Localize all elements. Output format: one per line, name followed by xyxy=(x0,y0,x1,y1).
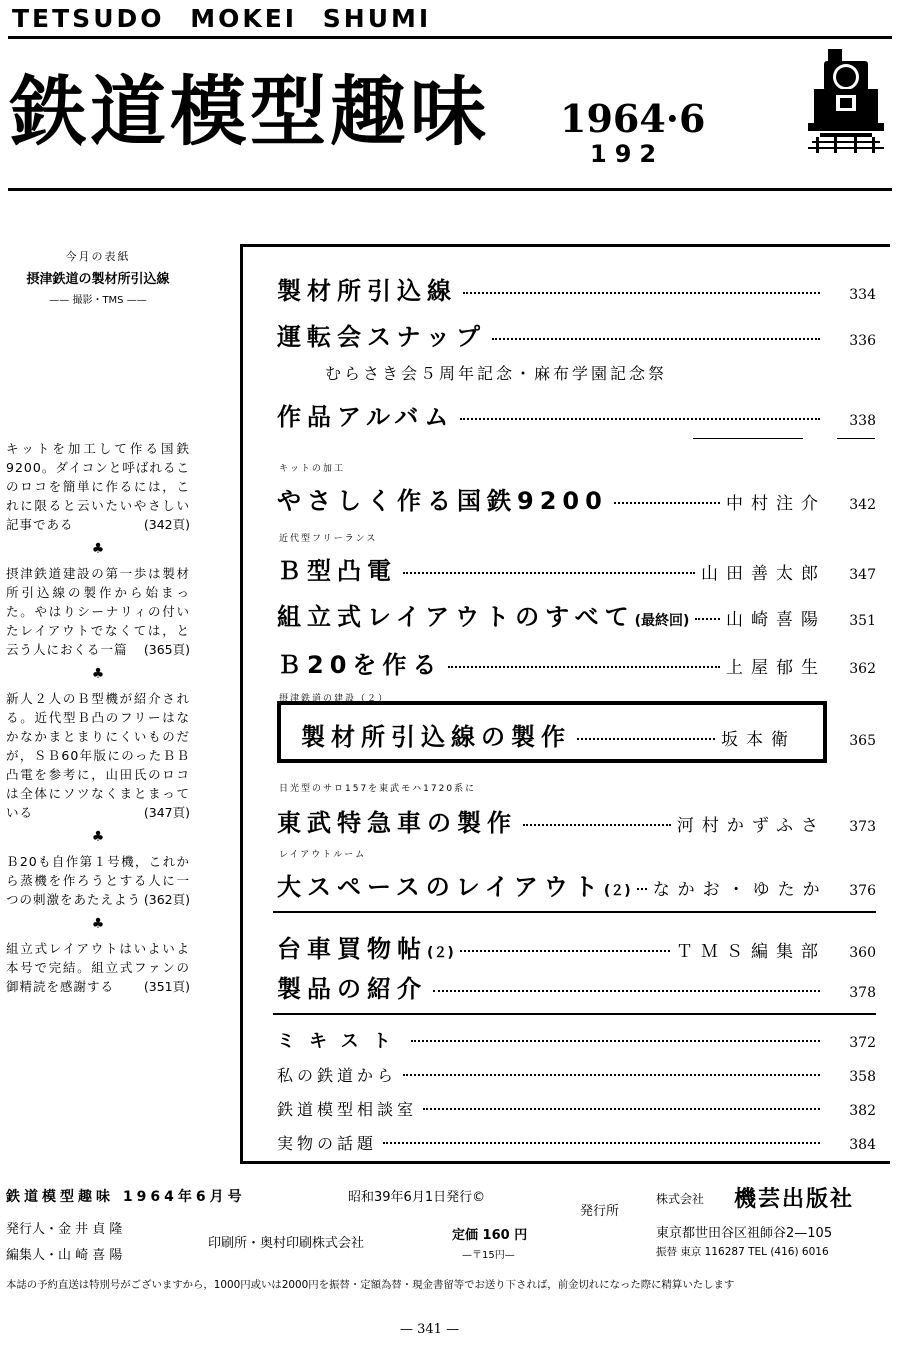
company-prefix: 株式会社 xyxy=(656,1192,705,1206)
masthead-rule-bottom xyxy=(8,188,892,191)
club-separator-icon: ♣ xyxy=(91,916,105,932)
divider xyxy=(713,438,801,439)
issue-date: 1964·6 xyxy=(560,96,706,141)
cover-credit: —— 撮影・TMS —— xyxy=(49,295,147,306)
toc-subnote: むらさき会５周年記念・麻布学園記念祭 xyxy=(325,364,668,383)
toc-entry[interactable]: 運転会スナップ 336 xyxy=(277,323,876,351)
sidebar-note: 新人２人のＢ型機が紹介される。近代型Ｂ凸のフリーはなかなかまとまりにくいものだが，ＳＢ60年版にのったＢＢ凸電を参考に，山田氏のロコは全体にソツなくまとまっている (347頁) xyxy=(6,691,190,820)
sidebar xyxy=(6,248,190,996)
toc-tag: 近代型フリーランス xyxy=(279,534,378,544)
publisher-phone: 振替 東京 116287 TEL (416) 6016 xyxy=(656,1246,829,1258)
toc-entry[interactable]: 製材所引込線 334 xyxy=(277,277,876,305)
toc-entry[interactable]: 実物の話題 384 xyxy=(277,1134,876,1153)
toc-tag: レイアウトルーム xyxy=(279,850,367,860)
cover-heading: 今月の表紙 xyxy=(65,250,131,263)
toc-entry[interactable]: 東武特急車の製作 河村かずふさ 373 xyxy=(277,809,876,837)
masthead-rule-top xyxy=(8,36,892,39)
sidebar-note: キットを加工して作る国鉄9200。ダイコンと呼ばれるこのロコを簡単に作るには，これに限ると云いたいやさしい記事である (342頁) xyxy=(6,441,190,532)
club-separator-icon: ♣ xyxy=(91,541,105,557)
issuer: 発行人・金 井 貞 隆 xyxy=(6,1222,123,1237)
masthead-title-jp: 鉄道模型趣味 xyxy=(10,67,490,156)
toc-tag: 摂津鉄道の建設（２） xyxy=(279,694,390,704)
toc-entry[interactable]: 製品の紹介 378 xyxy=(277,975,876,1003)
toc-tag: 日光型のサロ157を東武モハ1720系に xyxy=(279,784,477,794)
toc-entry-featured[interactable]: 製材所引込線の製作 坂本衛 365 xyxy=(301,723,876,751)
toc-entry[interactable]: ミキスト 372 xyxy=(277,1031,876,1052)
toc-entry[interactable]: 私の鉄道から 358 xyxy=(277,1066,876,1085)
price: 定価 160 円 xyxy=(452,1228,528,1243)
page-number: — 341 — xyxy=(400,1322,460,1337)
toc-entry[interactable]: 鉄道模型相談室 382 xyxy=(277,1100,876,1119)
sidebar-note: Ｂ20も自作第１号機，これから蒸機を作ろうとする人に一つの刺激をあたえよう (362頁) xyxy=(6,854,190,907)
publish-date: 昭和39年6月1日発行© xyxy=(348,1190,486,1205)
toc-entry[interactable]: 作品アルバム 338 xyxy=(277,403,876,431)
issue-number: 192 xyxy=(590,140,665,168)
club-separator-icon: ♣ xyxy=(91,829,105,845)
magazine-issue: 鉄道模型趣味 1964年6月号 xyxy=(6,1189,246,1205)
toc-entry[interactable]: 組立式レイアウトのすべて (最終回) 山崎喜陽 351 xyxy=(277,603,876,631)
locomotive-icon xyxy=(806,45,886,155)
toc-tag: キットの加工 xyxy=(279,464,345,474)
table-of-contents xyxy=(240,244,890,1164)
divider xyxy=(273,911,876,913)
postage: —〒15円— xyxy=(462,1250,515,1261)
divider xyxy=(273,1013,876,1015)
divider xyxy=(837,438,875,439)
sidebar-note: 摂津鉄道建設の第一歩は製材所引込線の製作から始まった。やはりシーナリィの付いたレイアウトでなくては，と云う人におくる一篇 (365頁) xyxy=(6,566,190,657)
toc-entry[interactable]: Ｂ型凸電 山田善太郎 347 xyxy=(277,557,876,585)
publisher-label: 発行所 xyxy=(580,1204,620,1219)
editor: 編集人・山 崎 喜 陽 xyxy=(6,1248,123,1263)
toc-entry[interactable]: 大スペースのレイアウト (２) なかお・ゆたか 376 xyxy=(277,873,876,901)
toc-entry[interactable]: 台車買物帖 (２) ＴＭＳ編集部 360 xyxy=(277,935,876,963)
toc-entry[interactable]: やさしく作る国鉄9200 中村注介 342 xyxy=(277,487,876,515)
sidebar-note: 組立式レイアウトはいよいよ本号で完結。組立式ファンの御精読を感謝する (351頁) xyxy=(6,941,190,994)
masthead-title-en: TETSUDO MOKEI SHUMI xyxy=(12,4,432,33)
cover-title: 摂津鉄道の製材所引込線 xyxy=(26,272,170,287)
publisher-address: 東京都世田谷区祖師谷2—105 xyxy=(656,1226,833,1241)
printer: 印刷所・奥村印刷株式会社 xyxy=(208,1236,365,1251)
club-separator-icon: ♣ xyxy=(91,666,105,682)
toc-entry[interactable]: Ｂ20を作る 上屋郁生 362 xyxy=(277,651,876,679)
subscription-note: 本誌の予約直送は特別号がございますから，1000円或いは2000円を振替・定額為替・現金書留等でお送り下されば，前金切れになった際に精算いたします xyxy=(6,1279,735,1291)
company-name: 機芸出版社 xyxy=(734,1187,855,1212)
